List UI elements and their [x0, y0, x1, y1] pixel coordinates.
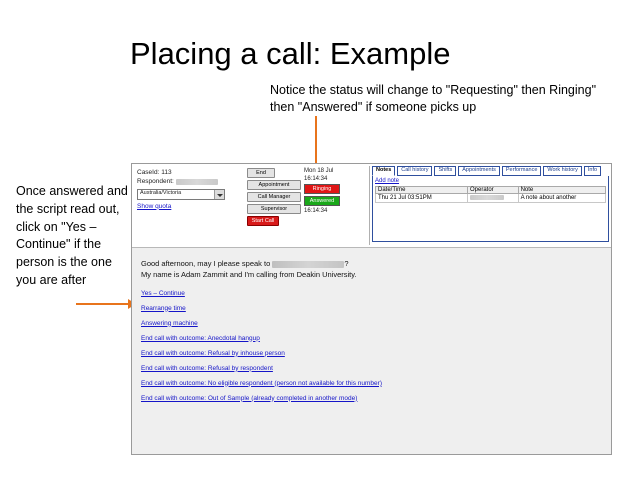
option-rearrange-time[interactable]: Rearrange time — [141, 304, 186, 312]
respondent-label: Respondent: — [137, 177, 242, 186]
tab-info[interactable]: Info — [584, 166, 601, 176]
cell-datetime: Thu 21 Jul 03:51PM — [376, 194, 468, 203]
cell-note: A note about another — [518, 194, 605, 203]
redacted-respondent-name-script — [272, 261, 344, 268]
notes-body — [372, 176, 609, 242]
tab-bar — [372, 166, 609, 176]
status-time-1: 16:14:34 — [304, 176, 328, 182]
panel-divider — [369, 166, 370, 245]
redacted-operator — [470, 195, 504, 200]
cell-operator — [468, 194, 519, 203]
arrow-right-icon — [76, 303, 128, 305]
region-select[interactable] — [137, 189, 225, 200]
option-refusal-inhouse[interactable]: End call with outcome: Refusal by inhouse person — [141, 349, 285, 357]
arrow-down-icon — [315, 116, 317, 164]
application-window — [131, 163, 612, 455]
tab-performance[interactable]: Performance — [502, 166, 542, 176]
table-header-row — [376, 187, 606, 194]
script-greeting-prefix: Good afternoon, may I please speak to — [141, 259, 273, 268]
tab-shifts[interactable]: Shifts — [434, 166, 456, 176]
notes-panel — [372, 166, 609, 245]
supervisor-button[interactable]: Supervisor — [247, 204, 301, 214]
script-greeting — [141, 258, 602, 281]
redacted-respondent-name — [176, 179, 218, 185]
chevron-down-icon[interactable] — [214, 190, 224, 199]
end-button[interactable]: End — [247, 168, 275, 178]
region-select-value: Australia/Victoria — [140, 189, 182, 196]
option-out-of-sample[interactable]: End call with outcome: Out of Sample (already completed in another mode) — [141, 394, 358, 402]
status-time-2: 16:14:34 — [304, 208, 328, 214]
case-info — [137, 168, 242, 211]
appointment-button[interactable]: Appointment — [247, 180, 301, 190]
notes-table — [375, 186, 606, 203]
status-badge-answered: Answered — [304, 196, 340, 206]
add-note-link[interactable]: Add note — [375, 178, 400, 184]
annotation-status-change: Notice the status will change to "Requesting" then Ringing" then "Answered" if someone picks up — [270, 83, 597, 114]
start-call-button[interactable]: Start Call — [247, 216, 279, 226]
script-area — [132, 248, 611, 454]
tab-notes[interactable]: Notes — [372, 166, 395, 176]
column-operator: Operator — [468, 187, 519, 194]
status-date: Mon 18 Jul — [304, 168, 334, 174]
script-introduction: My name is Adam Zammit and I'm calling from Deakin University. — [141, 270, 357, 280]
tab-appointments[interactable]: Appointments — [458, 166, 500, 176]
tab-work-history[interactable]: Work history — [543, 166, 581, 176]
option-answering-machine[interactable]: Answering machine — [141, 319, 198, 327]
top-panel — [132, 164, 611, 248]
table-row[interactable] — [376, 194, 606, 203]
case-id: CaseId: 113 — [137, 169, 172, 176]
annotation-click-yes-continue: Once answered and the script read out, click on "Yes – Continue" if the person is the one you are after — [16, 184, 128, 287]
option-no-eligible-respondent[interactable]: End call with outcome: No eligible respondent (person not available for this number) — [141, 379, 382, 387]
script-greeting-suffix: ? — [344, 259, 349, 268]
page-title: Placing a call: Example — [130, 36, 451, 71]
option-anecdotal-hangup[interactable]: End call with outcome: Anecdotal hangup — [141, 334, 260, 342]
column-note: Note — [518, 187, 605, 194]
option-refusal-respondent[interactable]: End call with outcome: Refusal by respondent — [141, 364, 273, 372]
option-yes-continue[interactable]: Yes – Continue — [141, 289, 185, 297]
status-badge-ringing: Ringing — [304, 184, 340, 194]
column-datetime: Date/Time — [376, 187, 468, 194]
call-status-panel — [304, 168, 366, 216]
tab-call-history[interactable]: Call history — [397, 166, 432, 176]
call-manager-button[interactable]: Call Manager — [247, 192, 301, 202]
show-quota-link[interactable]: Show quota — [137, 202, 172, 210]
action-buttons — [247, 168, 301, 228]
